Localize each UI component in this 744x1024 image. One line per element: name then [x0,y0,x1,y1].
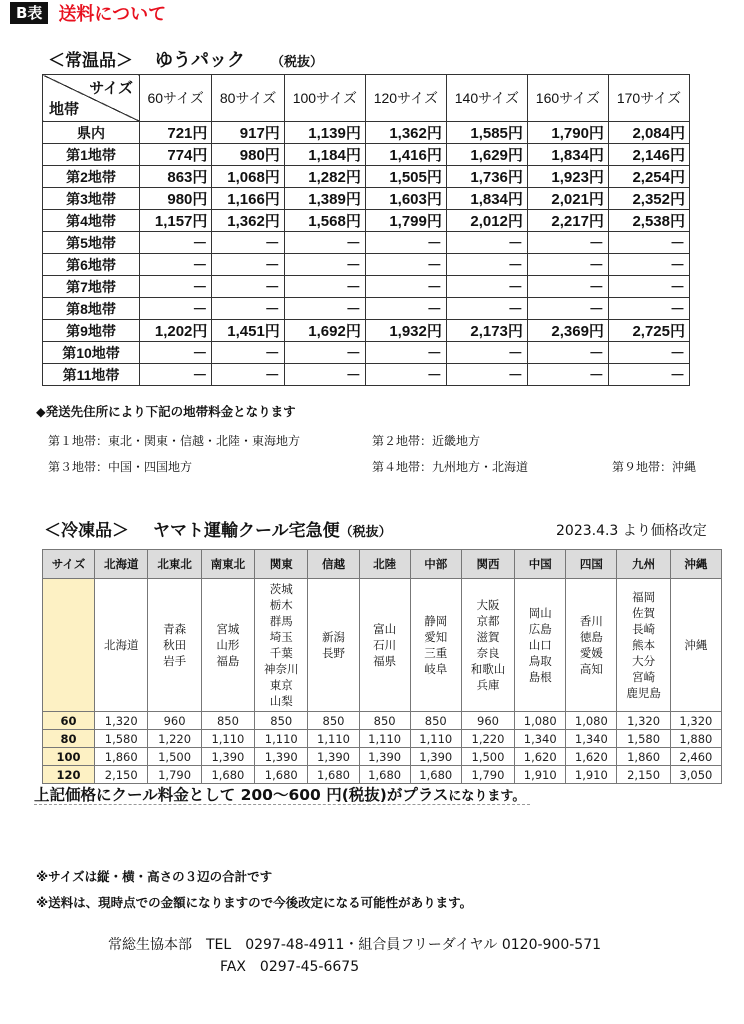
frozen-price-row [43,730,722,748]
price-cell: － [608,254,689,276]
price-cell: 1,390 [308,748,359,766]
price-cell: 1,680 [201,766,254,784]
price-cell: 1,799円 [365,210,446,232]
price-cell: 1,580 [95,730,148,748]
price-cell: 850 [359,712,410,730]
prefecture-list: 沖縄 [670,579,721,712]
price-cell: － [446,232,527,254]
price-cell: 1,932円 [365,320,446,342]
price-cell: 3,050 [670,766,721,784]
zone-note-4: 第４地帯：九州地方・北海道 [372,460,529,474]
zone-label: 第5地帯 [43,232,140,254]
price-cell: 1,282円 [284,166,365,188]
price-cell: 1,680 [255,766,308,784]
price-cell: 1,620 [515,748,566,766]
price-cell: 1,390 [359,748,410,766]
price-cell: 1,340 [515,730,566,748]
size-header: 140サイズ [446,75,527,122]
price-cell: 2,352円 [608,188,689,210]
frozen-price-row [43,766,722,784]
zone-note-1: 第１地帯：東北・関東・信越・北陸・東海地方 [48,434,301,448]
size-header: 60サイズ [140,75,212,122]
prefecture-list: 岡山 広島 山口 鳥取 島根 [515,579,566,712]
frozen-section-heading [44,516,392,541]
price-cell: － [365,298,446,320]
price-cell: － [140,342,212,364]
price-cell: 1,166円 [212,188,284,210]
price-cell: 2,725円 [608,320,689,342]
price-revision-note: 2023.4.3 より価格改定 [556,523,707,539]
price-cell: 850 [308,712,359,730]
price-cell: 1,923円 [527,166,608,188]
price-cell: － [365,364,446,386]
zone-label: 第11地帯 [43,364,140,386]
price-cell: 1,184円 [284,144,365,166]
price-cell: 1,110 [255,730,308,748]
price-cell: 1,202円 [140,320,212,342]
price-cell: 2,146円 [608,144,689,166]
price-cell: － [284,364,365,386]
price-cell: － [608,232,689,254]
size-header: 170サイズ [608,75,689,122]
size-header: 120サイズ [365,75,446,122]
ambient-row [43,298,690,320]
price-cell: 1,500 [148,748,201,766]
prefecture-list: 香川 徳島 愛媛 高知 [566,579,617,712]
cool-fee-text: 上記価格にクール料金として 200～600 円(税抜)がプラス [34,786,449,804]
price-cell: 1,110 [359,730,410,748]
price-cell: 1,500 [461,748,514,766]
price-cell: 2,369円 [527,320,608,342]
cool-fee-note [34,783,525,805]
price-cell: － [527,364,608,386]
ambient-tax-note: （税抜） [271,55,324,70]
price-cell: 1,390 [255,748,308,766]
price-cell: 1,692円 [284,320,365,342]
price-cell: 1,080 [515,712,566,730]
region-header: 北海道 [95,550,148,579]
price-cell: 1,680 [359,766,410,784]
price-cell: － [284,298,365,320]
zone-notes [36,402,296,420]
price-cell: － [446,364,527,386]
price-cell: 1,860 [95,748,148,766]
prefecture-list: 大阪 京都 滋賀 奈良 和歌山 兵庫 [461,579,514,712]
region-header: 関西 [461,550,514,579]
ambient-rate-table [42,74,690,386]
price-cell: － [212,298,284,320]
price-cell: 1,389円 [284,188,365,210]
price-cell: 1,068円 [212,166,284,188]
ambient-row [43,166,690,188]
size-header: 100サイズ [284,75,365,122]
price-cell: 960 [461,712,514,730]
price-cell: － [140,364,212,386]
zone-label: 第9地帯 [43,320,140,342]
price-cell: 721円 [140,122,212,144]
price-cell: － [365,254,446,276]
ambient-heading: ＜常温品＞ [48,51,133,71]
zone-note-2: 第２地帯：近畿地方 [372,434,481,448]
price-cell: 2,460 [670,748,721,766]
prefecture-list: 青森 秋田 岩手 [148,579,201,712]
price-cell: 1,580 [617,730,670,748]
price-cell: 1,620 [566,748,617,766]
region-header: 北陸 [359,550,410,579]
price-cell: 850 [410,712,461,730]
price-cell: － [446,298,527,320]
ambient-row [43,320,690,342]
region-header: 沖縄 [670,550,721,579]
ambient-row [43,122,690,144]
price-cell: 1,910 [566,766,617,784]
price-cell: 1,362円 [365,122,446,144]
frozen-price-row [43,748,722,766]
region-header: 関東 [255,550,308,579]
price-cell: － [527,232,608,254]
ambient-carrier: ゆうパック [155,50,245,71]
price-cell: － [212,276,284,298]
zone-label: 第6地帯 [43,254,140,276]
price-cell: 2,173円 [446,320,527,342]
ambient-header-row [43,75,690,122]
price-cell: 863円 [140,166,212,188]
price-cell: 1,834円 [527,144,608,166]
size-header: サイズ [43,550,95,579]
zone-label: 第4地帯 [43,210,140,232]
prefecture-list: 北海道 [95,579,148,712]
frozen-rate-table [42,549,722,784]
price-cell: 1,139円 [284,122,365,144]
zone-label: 県内 [43,122,140,144]
price-cell: 2,012円 [446,210,527,232]
size-column-blank [43,579,95,712]
price-cell: 1,110 [201,730,254,748]
divider [34,804,530,805]
price-cell: － [140,232,212,254]
size-header: 160サイズ [527,75,608,122]
zone-label: 第3地帯 [43,188,140,210]
price-cell: － [140,298,212,320]
price-cell: － [446,276,527,298]
price-cell: 1,451円 [212,320,284,342]
price-cell: － [608,342,689,364]
price-cell: － [527,276,608,298]
price-cell: － [608,364,689,386]
price-cell: － [527,298,608,320]
ambient-row [43,188,690,210]
zone-label: 第2地帯 [43,166,140,188]
corner-zone-label: 地帯 [49,101,80,118]
price-cell: 1,505円 [365,166,446,188]
size-label: 60 [43,712,95,730]
price-cell: 1,680 [308,766,359,784]
price-cell: 2,150 [617,766,670,784]
region-header: 四国 [566,550,617,579]
page-title: 送料について [58,4,167,25]
price-cell: － [284,254,365,276]
corner-cell [43,75,140,122]
size-label: 100 [43,748,95,766]
price-cell: 980円 [140,188,212,210]
price-cell: 1,110 [308,730,359,748]
zone-note-3: 第３地帯：中国・四国地方 [48,460,193,474]
ambient-row [43,342,690,364]
price-cell: 1,320 [617,712,670,730]
price-cell: － [284,276,365,298]
price-cell: 917円 [212,122,284,144]
region-header: 九州 [617,550,670,579]
prefecture-list: 福岡 佐賀 長崎 熊本 大分 宮崎 鹿児島 [617,579,670,712]
price-cell: 1,362円 [212,210,284,232]
price-cell: 1,910 [515,766,566,784]
price-cell: 1,220 [148,730,201,748]
price-cell: － [365,232,446,254]
ambient-row [43,210,690,232]
price-cell: － [365,342,446,364]
price-cell: － [140,254,212,276]
price-cell: － [527,254,608,276]
contact-info [108,934,601,978]
region-header: 北東北 [148,550,201,579]
price-cell: 1,585円 [446,122,527,144]
price-cell: 1,320 [670,712,721,730]
region-header: 南東北 [201,550,254,579]
price-cell: 1,736円 [446,166,527,188]
prefecture-list: 富山 石川 福県 [359,579,410,712]
price-cell: 1,790 [461,766,514,784]
price-cell: 980円 [212,144,284,166]
price-cell: － [608,276,689,298]
price-cell: － [284,232,365,254]
prefecture-row [43,579,722,712]
price-cell: － [284,342,365,364]
ambient-row [43,232,690,254]
ambient-row [43,144,690,166]
zone-notes-intro: ◆発送先住所により下記の地帯料金となります [36,404,296,419]
frozen-heading: ＜冷凍品＞ [44,521,129,541]
price-cell: 1,340 [566,730,617,748]
zone-label: 第10地帯 [43,342,140,364]
price-cell: 1,416円 [365,144,446,166]
ambient-row [43,364,690,386]
price-cell: 1,603円 [365,188,446,210]
prefecture-list: 茨城 栃木 群馬 埼玉 千葉 神奈川 東京 山梨 [255,579,308,712]
price-cell: 2,021円 [527,188,608,210]
prefecture-list: 新潟 長野 [308,579,359,712]
price-cell: 2,150 [95,766,148,784]
ambient-section-heading [48,46,323,72]
frozen-header-row [43,550,722,579]
ambient-row [43,254,690,276]
region-header: 信越 [308,550,359,579]
price-cell: 1,157円 [140,210,212,232]
page-header [10,2,166,24]
ambient-row [43,276,690,298]
price-cell: 1,680 [410,766,461,784]
price-cell: 774円 [140,144,212,166]
price-cell: 1,790 [148,766,201,784]
contact-line-1: 常総生協本部 TEL 0297-48-4911・組合員フリーダイヤル 0120-900-571 [108,937,602,953]
price-cell: － [212,254,284,276]
price-cell: 1,790円 [527,122,608,144]
frozen-tax-note: （税抜） [339,525,392,540]
size-header: 80サイズ [212,75,284,122]
price-cell: － [140,276,212,298]
price-cell: 1,880 [670,730,721,748]
price-cell: － [212,364,284,386]
size-label: 80 [43,730,95,748]
zone-label: 第7地帯 [43,276,140,298]
zone-label: 第1地帯 [43,144,140,166]
price-cell: 1,080 [566,712,617,730]
price-cell: － [365,276,446,298]
region-header: 中部 [410,550,461,579]
size-footnote: ※サイズは縦・横・高さの３辺の合計です [36,869,273,884]
section-badge: B表 [10,2,48,24]
prefecture-list: 宮城 山形 福島 [201,579,254,712]
price-cell: 2,254円 [608,166,689,188]
price-cell: 1,110 [410,730,461,748]
price-cell: － [446,342,527,364]
price-cell: － [608,298,689,320]
zone-note-9: 第９地帯：沖縄 [612,460,697,474]
price-cell: － [446,254,527,276]
price-cell: － [212,232,284,254]
price-cell: 850 [255,712,308,730]
prefecture-list: 静岡 愛知 三重 岐阜 [410,579,461,712]
frozen-price-row [43,712,722,730]
price-cell: 1,629円 [446,144,527,166]
price-cell: 1,390 [201,748,254,766]
contact-line-2: FAX 0297-45-6675 [220,959,360,975]
cool-fee-suffix: になります。 [448,789,526,804]
price-cell: 2,084円 [608,122,689,144]
price-cell: 1,568円 [284,210,365,232]
price-cell: 850 [201,712,254,730]
price-cell: 2,217円 [527,210,608,232]
price-cell: 1,220 [461,730,514,748]
frozen-carrier: ヤマト運輸クール宅急便 [153,521,340,541]
zone-label: 第8地帯 [43,298,140,320]
region-header: 中国 [515,550,566,579]
corner-size-label: サイズ [89,80,133,97]
size-label: 120 [43,766,95,784]
change-footnote: ※送料は、現時点での金額になりますので今後改定になる可能性があります。 [36,895,473,910]
price-cell: 1,320 [95,712,148,730]
price-cell: － [212,342,284,364]
price-cell: 1,860 [617,748,670,766]
price-cell: 960 [148,712,201,730]
price-cell: 1,390 [410,748,461,766]
price-cell: － [527,342,608,364]
price-cell: 2,538円 [608,210,689,232]
price-cell: 1,834円 [446,188,527,210]
